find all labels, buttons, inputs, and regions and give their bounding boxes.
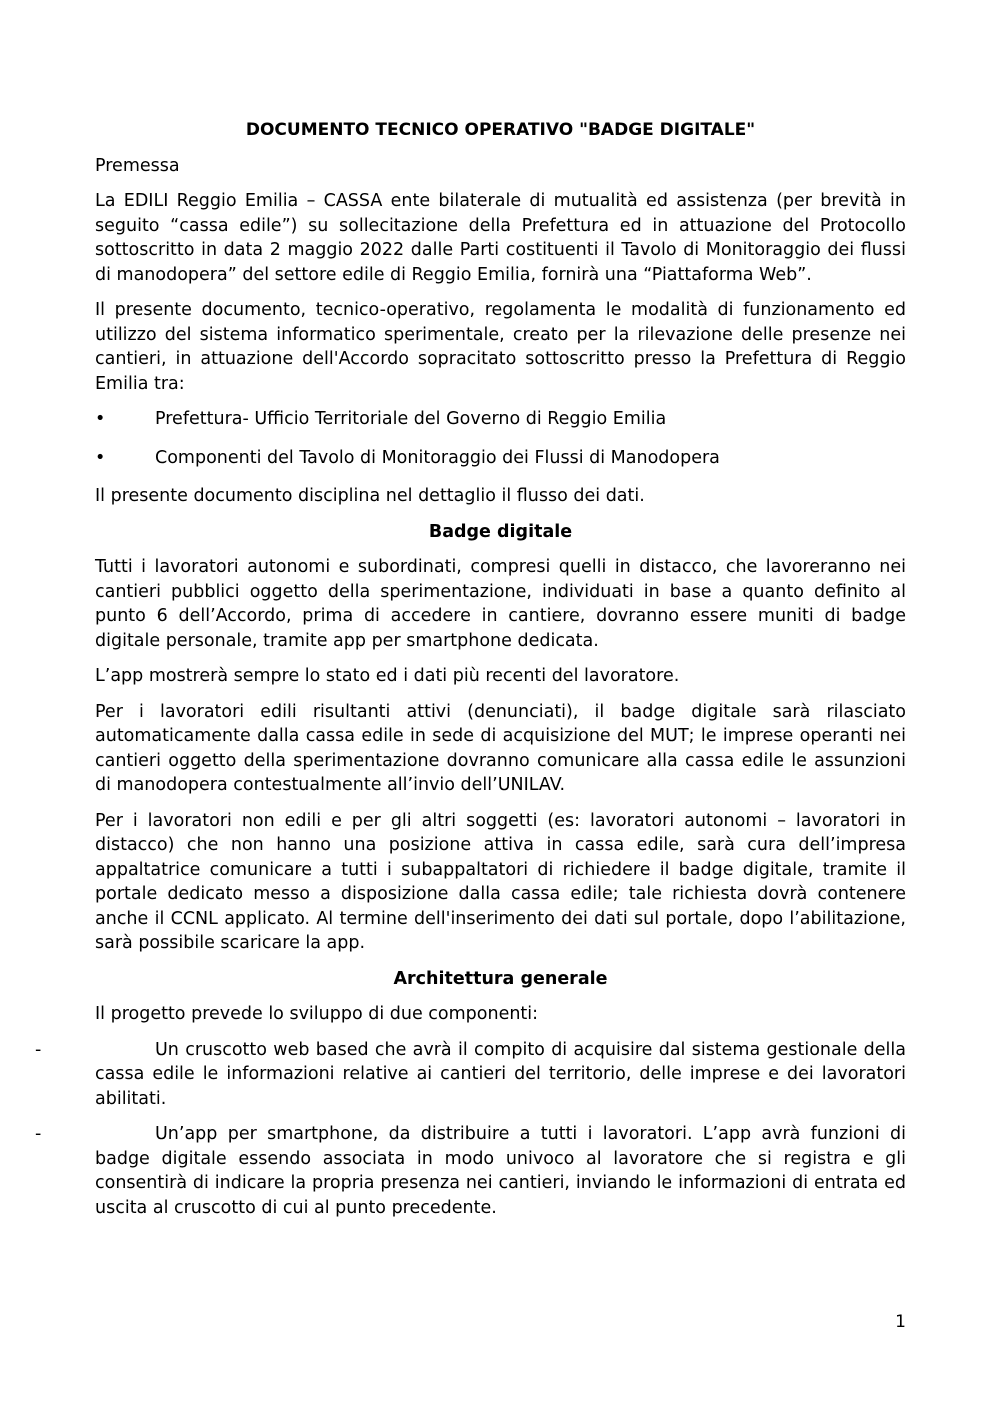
paragraph-app-status: L’app mostrerà sempre lo stato ed i dati più recenti del lavoratore. <box>95 666 680 686</box>
paragraph-scope: Il presente documento, tecnico-operativo, regolamenta le modalità di funzionamento ed utilizzo del sistema informatico sperimentale, creato per la rilevazione delle presenze nei cantieri, in attuazione dell'Accordo sopracitato sottoscritto presso la Prefettura di Reggio Emilia tra: <box>95 300 906 394</box>
paragraph-intro: La EDILI Reggio Emilia – CASSA ente bilaterale di mutualità ed assistenza (per brevità in seguito “cassa edile”) su sollecitazione della Prefettura ed in attuazione del Protocollo sottoscritto in data 2 maggio 2022 dalle Parti costituenti il Tavolo di Monitoraggio dei flussi di manodopera” del settore edile di Reggio Emilia, fornirà una “Piattaforma Web”. <box>95 191 906 285</box>
bullet-item <box>95 407 906 432</box>
paragraph-data-flow: Il presente documento disciplina nel dettaglio il flusso dei dati. <box>95 486 645 506</box>
paragraph-non-edili-workers: Per i lavoratori non edili e per gli altri soggetti (es: lavoratori autonomi – lavoratori in distacco) che non hanno una posizione attiva in cassa edile, sarà cura dell’impresa appaltatrice comunicare a tutti i subappaltatori di richiedere il badge digitale, tramite il portale dedicato messo a disposizione dalla cassa edile; tale richiesta dovrà contenere anche il CCNL applicato. Al termine dell'inserimento dei dati sul portale, dopo l’abilitazione, sarà possibile scaricare la app. <box>95 810 906 953</box>
document-title: DOCUMENTO TECNICO OPERATIVO "BADGE DIGITALE" <box>245 120 756 140</box>
dash-item-text: Un cruscotto web based che avrà il compito di acquisire dal sistema gestionale della cassa edile le informazioni relative ai cantieri del territorio, delle imprese e dei lavoratori abilitati. <box>95 1039 906 1109</box>
bullet-symbol: • <box>95 447 106 468</box>
dash-list-item <box>35 1038 906 1112</box>
paragraph-workers: Tutti i lavoratori autonomi e subordinati, compresi quelli in distacco, che lavoreranno nei cantieri pubblici oggetto della sperimentazione, individuati in base a quanto definito al punto 6 dell’Accordo, prima di accedere in cantiere, dovranno essere muniti di badge digitale personale, tramite app per smartphone dedicata. <box>95 557 906 651</box>
page-number: 1 <box>895 1312 906 1332</box>
paragraph-edili-workers: Per i lavoratori edili risultanti attivi (denunciati), il badge digitale sarà rilasciato automaticamente dalla cassa edile in sede di acquisizione del MUT; le imprese operanti nei cantieri oggetto della sperimentazione dovranno comunicare alla cassa edile le assunzioni di manodopera contestualmente all’invio dell’UNILAV. <box>95 701 906 795</box>
bullet-text: Prefettura- Ufficio Territoriale del Governo di Reggio Emilia <box>155 409 667 429</box>
dash-list-item <box>35 1122 906 1220</box>
premessa-label: Premessa <box>95 155 180 176</box>
section-heading-architecture: Architettura generale <box>393 968 608 989</box>
section-heading-badge: Badge digitale <box>428 521 573 542</box>
bullet-item <box>95 446 906 471</box>
dash-symbol: - <box>35 1124 42 1144</box>
dash-item-text: Un’app per smartphone, da distribuire a tutti i lavoratori. L’app avrà funzioni di badge digitale essendo associata in modo univoco al lavoratore che si registra e gli consentirà di indicare la propria presenza nei cantieri, inviando le informazioni di entrata ed uscita al cruscotto di cui al punto precedente. <box>95 1124 906 1218</box>
bullet-text: Componenti del Tavolo di Monitoraggio dei Flussi di Manodopera <box>155 447 720 468</box>
document-body <box>35 118 906 1231</box>
paragraph-components: Il progetto prevede lo sviluppo di due componenti: <box>95 1004 539 1024</box>
dash-symbol: - <box>35 1039 42 1060</box>
bullet-symbol: • <box>95 409 106 429</box>
